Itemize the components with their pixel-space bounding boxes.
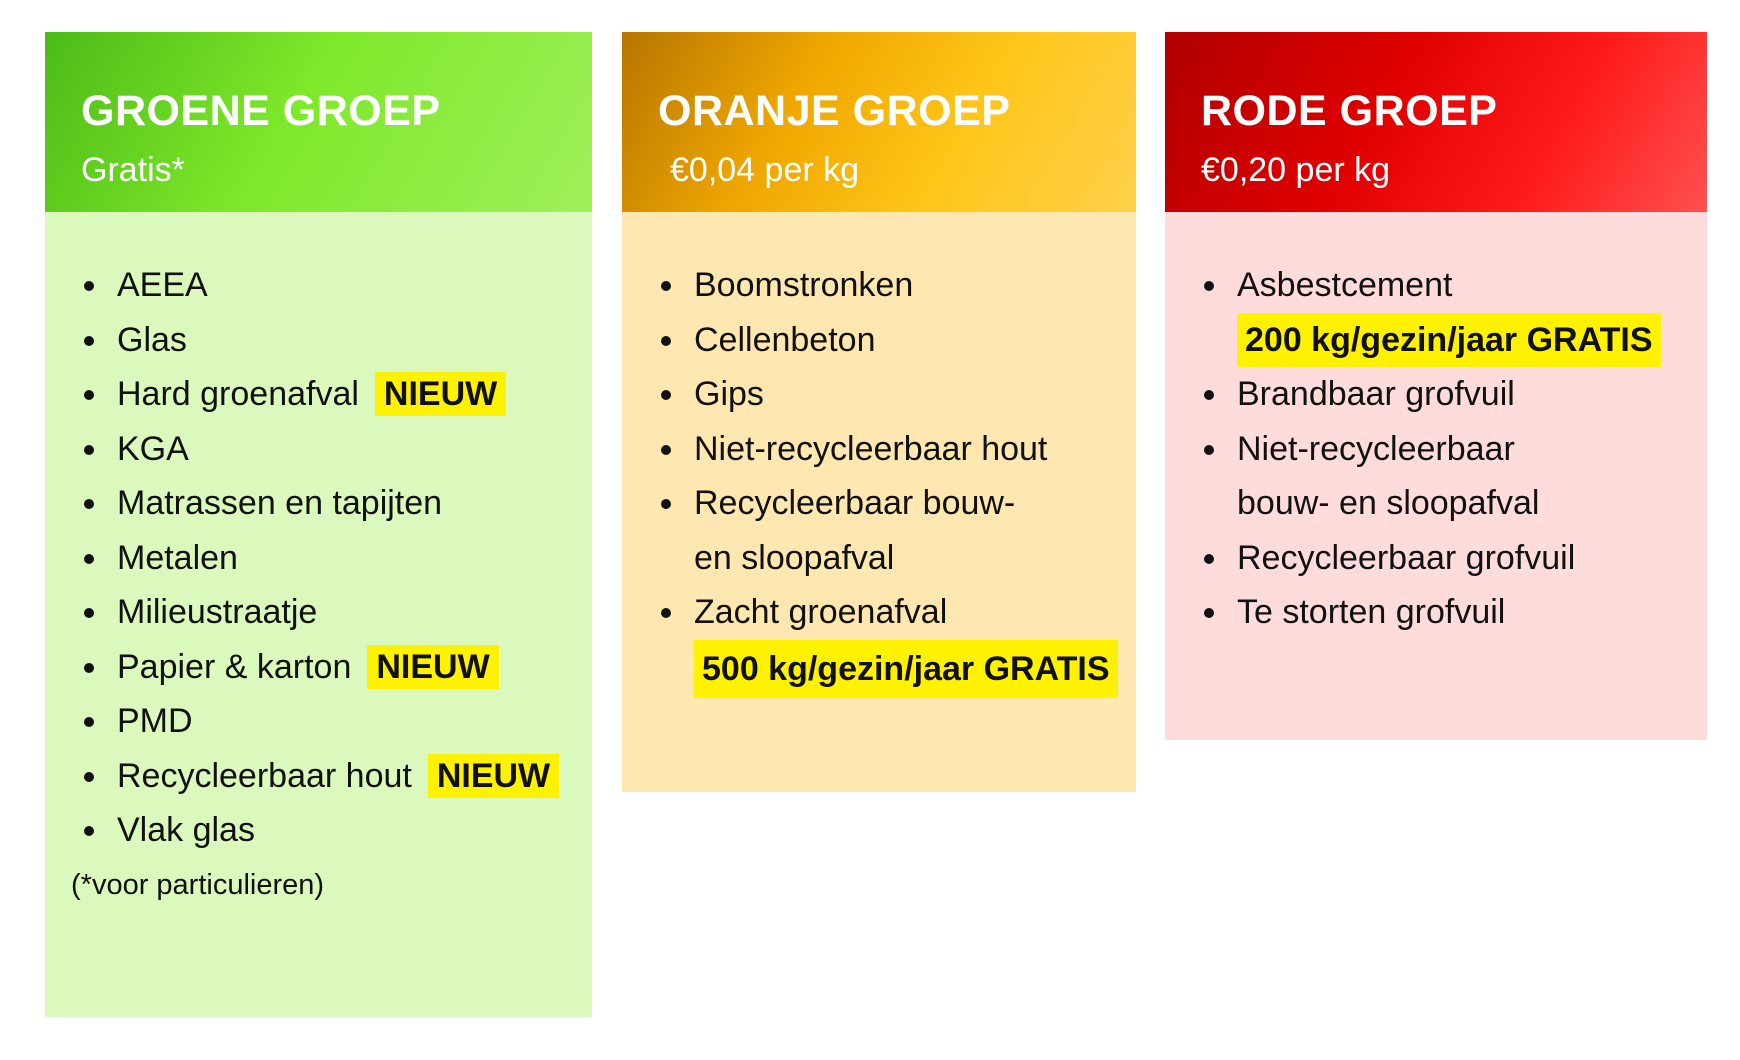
item-label: Recycleerbaar hout xyxy=(117,756,412,795)
list-item xyxy=(81,367,592,422)
item-label-continued: en sloopafval xyxy=(694,538,895,577)
green-group-list xyxy=(81,258,592,858)
new-badge: NIEUW xyxy=(375,372,506,416)
item-label: Vlak glas xyxy=(117,811,255,849)
red-group-list xyxy=(1201,258,1707,640)
list-item xyxy=(1201,367,1707,422)
list-item xyxy=(81,531,592,586)
new-badge: NIEUW xyxy=(428,754,559,798)
list-item xyxy=(1201,422,1707,531)
item-label: Hard groenafval xyxy=(117,375,359,413)
list-item xyxy=(1201,258,1707,367)
item-label: Gips xyxy=(694,375,764,413)
red-group-body xyxy=(1165,212,1707,740)
red-group-price: €0,20 per kg xyxy=(1201,151,1391,189)
green-group-title: GROENE GROEP xyxy=(81,87,441,135)
item-label: Te storten grofvuil xyxy=(1237,593,1506,631)
item-label: Boomstronken xyxy=(694,266,914,304)
item-label: Matrassen en tapijten xyxy=(117,484,443,522)
green-group-card xyxy=(45,32,592,1017)
orange-group-title: ORANJE GROEP xyxy=(658,87,1011,135)
item-label-continued: bouw- en sloopafval xyxy=(1237,484,1540,522)
item-label: KGA xyxy=(117,429,189,468)
list-item xyxy=(1201,531,1707,586)
item-label: Recycleerbaar grofvuil xyxy=(1237,538,1576,577)
list-item xyxy=(1201,585,1707,640)
red-group-header xyxy=(1165,32,1707,212)
free-quota-highlight: 500 kg/gezin/jaar GRATIS xyxy=(694,640,1118,698)
item-label: PMD xyxy=(117,702,193,740)
list-item xyxy=(658,585,1136,698)
item-label: Papier & karton xyxy=(117,647,352,686)
list-item xyxy=(81,476,592,531)
item-label: Metalen xyxy=(117,538,238,577)
list-item xyxy=(81,585,592,640)
item-label: Cellenbeton xyxy=(694,320,876,359)
item-label: Recycleerbaar bouw- xyxy=(694,484,1016,522)
item-label: Zacht groenafval xyxy=(694,593,948,631)
list-item xyxy=(81,422,592,477)
list-item xyxy=(658,367,1136,422)
item-label: AEEA xyxy=(117,266,208,304)
red-group-title: RODE GROEP xyxy=(1201,87,1498,135)
orange-group-header xyxy=(622,32,1136,212)
orange-group-list xyxy=(658,258,1136,698)
green-group-header xyxy=(45,32,592,212)
item-label: Asbestcement xyxy=(1237,266,1453,304)
free-quota-highlight: 200 kg/gezin/jaar GRATIS xyxy=(1237,313,1661,367)
item-label: Milieustraatje xyxy=(117,593,318,631)
list-item xyxy=(81,749,592,804)
list-item xyxy=(81,694,592,749)
green-group-body xyxy=(45,212,592,1017)
red-group-card xyxy=(1165,32,1707,740)
list-item xyxy=(658,313,1136,368)
green-group-price: Gratis* xyxy=(81,151,185,189)
item-label: Glas xyxy=(117,320,187,359)
new-badge: NIEUW xyxy=(367,645,498,689)
footnote: (*voor particulieren) xyxy=(71,869,325,901)
list-item xyxy=(658,422,1136,477)
orange-group-body xyxy=(622,212,1136,792)
orange-group-price: €0,04 per kg xyxy=(670,151,860,189)
list-item xyxy=(81,258,592,313)
item-label: Niet-recycleerbaar hout xyxy=(694,429,1048,468)
list-item xyxy=(81,313,592,368)
orange-group-card xyxy=(622,32,1136,792)
list-item xyxy=(658,258,1136,313)
list-item xyxy=(81,803,592,858)
list-item xyxy=(658,476,1136,585)
item-label: Niet-recycleerbaar xyxy=(1237,429,1515,468)
item-label: Brandbaar grofvuil xyxy=(1237,375,1515,413)
list-item xyxy=(81,640,592,695)
